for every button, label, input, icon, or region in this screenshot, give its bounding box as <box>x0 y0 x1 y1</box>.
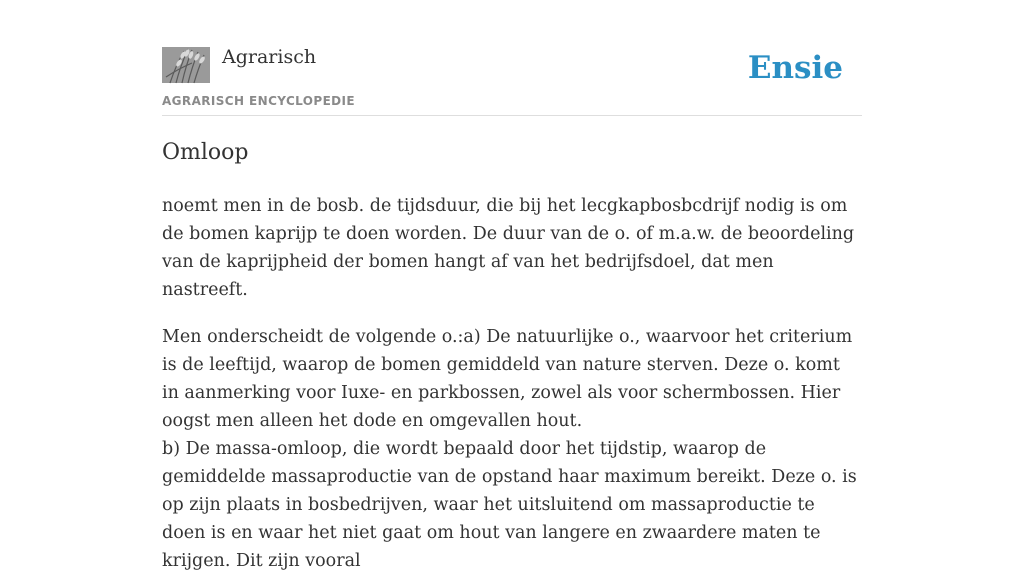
wheat-image-icon[interactable] <box>162 47 210 83</box>
brand-name[interactable]: Agrarisch <box>222 46 317 68</box>
page-title: Omloop <box>162 140 249 165</box>
brand-subtitle: AGRARISCH ENCYCLOPEDIE <box>162 94 355 108</box>
site-header <box>162 0 862 116</box>
article-paragraph: noemt men in de bosb. de tijdsduur, die bij het lecgkapbosbcdrijf nodig is om de bomen kaprijp te doen worden. De duur van de o. of m.a.w. de beoordeling van de kaprijpheid der bomen hangt af van het bedrijfsdoel, dat men nastreeft. <box>162 196 855 300</box>
article-paragraph: Men onderscheidt de volgende o.:a) De natuurlijke o., waarvoor het criterium is de leeftijd, waarop de bomen gemiddeld van nature sterven. Deze o. komt in aanmerking voor Iuxe- en parkbossen, zowel als voor schermbossen. Hier oogst men alleen het dode en omgevallen hout. <box>162 327 853 431</box>
article-paragraph: b) De massa-omloop, die wordt bepaald door het tijdstip, waarop de gemiddelde massaproductie van de opstand haar maximum bereikt. Deze o. is op zijn plaats in bosbedrijven, waar het uitsluitend om massaproductie te doen is en waar het niet gaat om hout van langere en zwaardere maten te krijgen. Dit zijn vooral <box>162 439 857 571</box>
article-body <box>162 192 862 575</box>
ensie-logo[interactable]: Ensie <box>747 50 843 86</box>
